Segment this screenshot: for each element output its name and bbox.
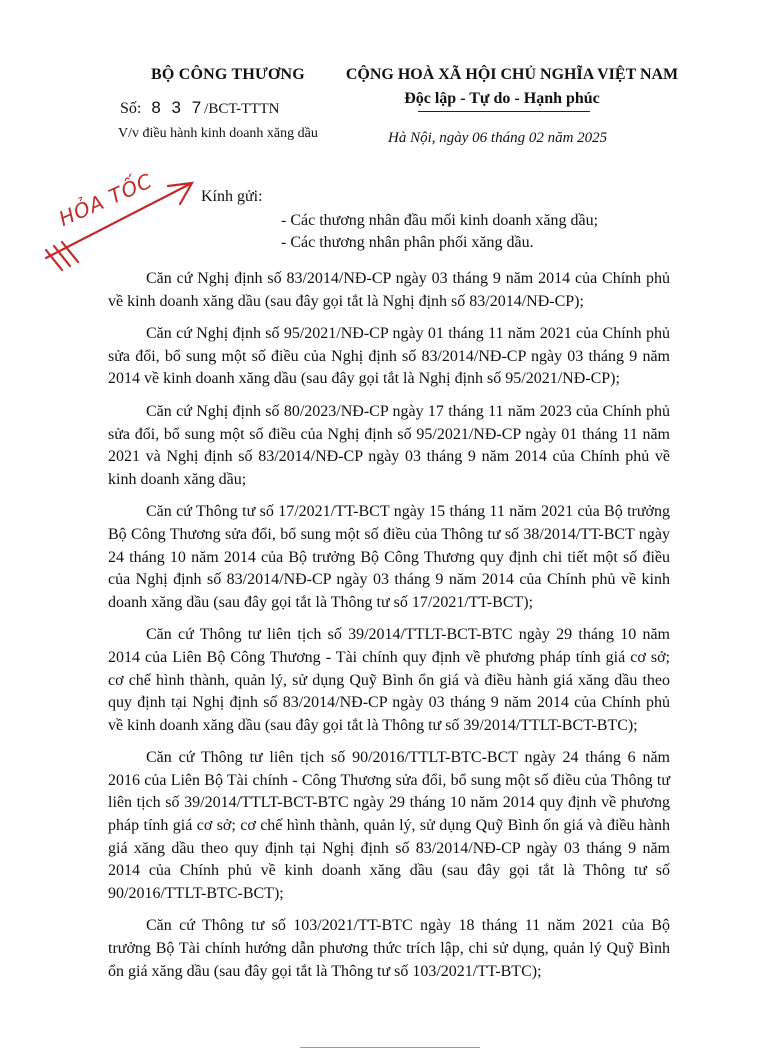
legal-basis-paragraph: Căn cứ Thông tư liên tịch số 90/2016/TTLT-BTC-BCT ngày 24 tháng 6 năm 2016 của Liên Bộ Tài chính - Công Thương sửa đổi, bổ sung một số điều của Thông tư liên tịch số 39/2014/TTLT-BCT-BTC ngày 29 tháng 10 năm 2014 quy định về phương pháp tính giá cơ sở; cơ chế hình thành, quản lý, sử dụng Quỹ Bình ổn giá và điều hành giá xăng dầu theo quy định tại Nghị định số 83/2014/NĐ-CP ngày 03 tháng 9 năm 2014 của Chính phủ về kinh doanh xăng dầu (sau đây gọi tắt là Thông tư số 90/2016/TTLT-BTC-BCT);: [108, 749, 670, 902]
recipient-item: - Các thương nhân đầu mối kinh doanh xăng dầu;: [281, 212, 599, 229]
document-number: [120, 98, 279, 118]
legal-basis-paragraph: Căn cứ Nghị định số 95/2021/NĐ-CP ngày 01 tháng 11 năm 2021 của Chính phủ sửa đổi, bổ sung một số điều của Nghị định số 83/2014/NĐ-CP ngày 03 tháng 9 năm 2014 về kinh doanh xăng dầu (sau đây gọi tắt là Nghị định số 95/2021/NĐ-CP);: [108, 325, 670, 388]
place-date: Hà Nội, ngày 06 tháng 02 năm 2025: [388, 130, 608, 146]
doc-number-suffix: /BCT-TTTN: [204, 101, 280, 117]
legal-basis-paragraph: Căn cứ Nghị định số 83/2014/NĐ-CP ngày 03 tháng 9 năm 2014 của Chính phủ về kinh doanh xăng dầu (sau đây gọi tắt là Nghị định số 83/2014/NĐ-CP);: [108, 270, 670, 310]
header-left: [108, 66, 338, 141]
recipient-item: - Các thương nhân phân phối xăng dầu.: [281, 234, 534, 251]
national-motto: Độc lập - Tự do - Hạnh phúc: [404, 90, 600, 107]
legal-basis-paragraph: Căn cứ Nghị định số 80/2023/NĐ-CP ngày 17 tháng 11 năm 2023 của Chính phủ sửa đổi, bổ sung một số điều của Nghị định số 95/2021/NĐ-CP ngày 01 tháng 11 năm 2021 và Nghị định số 83/2014/NĐ-CP ngày 03 tháng 9 năm 2014 của Chính phủ về kinh doanh xăng dầu;: [108, 402, 670, 488]
motto-underline: [418, 111, 590, 112]
urgent-stamp-text: HỎA TỐC: [55, 168, 157, 231]
doc-number-value: 8 3 7: [151, 98, 205, 117]
doc-number-prefix: Số:: [120, 100, 142, 117]
agency-name: BỘ CÔNG THƯƠNG: [151, 66, 305, 83]
legal-basis-paragraph: Căn cứ Thông tư số 103/2021/TT-BTC ngày 18 tháng 11 năm 2021 của Bộ trưởng Bộ Tài chính hướng dẫn phương thức trích lập, chi sử dụng, quản lý Quỹ Bình ổn giá xăng dầu (sau đây gọi tắt là Thông tư số 103/2021/TT-BTC);: [108, 917, 670, 980]
header-right: [342, 66, 682, 112]
legal-basis-paragraph: Căn cứ Thông tư liên tịch số 39/2014/TTLT-BCT-BTC ngày 29 tháng 10 năm 2014 của Liên Bộ Công Thương - Tài chính quy định về phương pháp tính giá cơ sở; cơ chế hình thành, quản lý, sử dụng Quỹ Bình ổn giá và điều hành giá xăng dầu theo quy định tại Nghị định số 83/2014/NĐ-CP ngày 03 tháng 9 năm 2014 của Chính phủ về kinh doanh xăng dầu (sau đây gọi tắt là Thông tư số 39/2014/TTLT-BCT-BTC);: [108, 626, 670, 734]
legal-basis-paragraph: Căn cứ Thông tư số 17/2021/TT-BCT ngày 15 tháng 11 năm 2021 của Bộ trưởng Bộ Công Thương sửa đổi, bổ sung một số điều của Thông tư số 38/2014/TT-BCT ngày 24 tháng 10 năm 2014 của Bộ trưởng Bộ Công Thương quy định chi tiết một số điều của Nghị định số 83/2014/NĐ-CP ngày 03 tháng 9 năm 2014 của Chính phủ về kinh doanh xăng dầu (sau đây gọi tắt là Thông tư số 17/2021/TT-BCT);: [108, 503, 670, 611]
document-subject: V/v điều hành kinh doanh xăng dầu: [118, 126, 318, 141]
nation-title: CỘNG HOÀ XÃ HỘI CHỦ NGHĨA VIỆT NAM: [345, 66, 679, 83]
page-bottom-divider: [300, 1047, 480, 1048]
recipient-list: [281, 210, 598, 254]
greeting-label: Kính gửi:: [201, 188, 263, 205]
document-body: [108, 268, 670, 993]
